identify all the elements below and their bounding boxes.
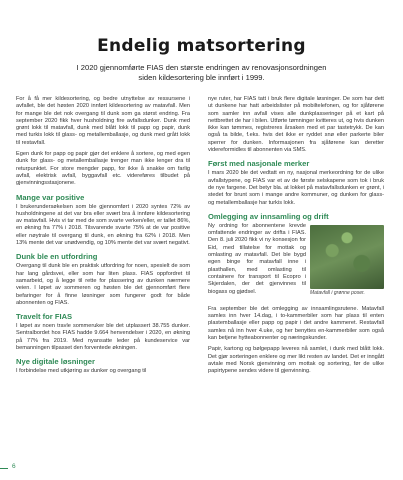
body-paragraph: I mars 2020 ble det vedtatt en ny, nasjonal merkeordning for de ulike avfallstypene, og FIAS var et av de første selskapene som tok i bruk de nye fargene. Det betyr bla. at lokket på matavfallsdunken er grønt, i stedet for brunt som i mange andre kommuner, og dunken for glass- og metallemballasje har turkis lokk. [208,170,384,206]
left-column [16,96,190,380]
green-bags-image [310,225,384,289]
page-title: Endelig matsortering [97,36,306,56]
footer-rule [0,468,8,469]
page-number: 6 [12,463,16,470]
section-heading: Mange var positive [16,192,85,202]
section-heading: Først med nasjonale merker [208,159,310,169]
body-paragraph: I forbindelse med utkjøring av dunker og overgang til [16,368,147,375]
food-waste-photo [310,225,384,303]
section-heading: Dunk ble en utfordring [16,252,98,262]
photo-caption: Matavfall i grønne poser. [310,289,365,296]
body-paragraph: Egen dunk for papp og papir gjør det enklere å sortere, og med egen dunk for glass- og metallemballasje trenger man ikke lenger dra til returpunktet. For store mengder papp, for ikke å snakke om farlig avfall, elektrisk avfall, byggavfall etc. videreføres tilbudet på gjenvinningsstasjonene. [16,151,190,187]
body-paragraph: I brukerundersøkelsen som ble gjennomført i 2020 syntes 72% av husholdningene at det var bra eller svært bra å innføre kildesortering av matavfall. Hvis vi tar med de som svarte verken/eller, er tallet 86%, en økning fra 77% i 2018. Tilsvarende svarte 75% at de var positive eller nøytrale til overgang til dunk, en økning fra 62% i 2018. Men 13% mente det var unødvendig, og 10% mente det var svært negativt. [16,203,190,247]
section-heading: Omlegging av innsamling og drift [208,211,329,221]
section-heading: Nye digitale løsninger [16,357,95,367]
body-paragraph: Fra september ble det omlegging av innsamlingsrutene. Matavfall samles inn hver 14.dag, i to-kammerbiler som har plass til enten plastemballasje eller papp og papir i det andre kammeret. Restavfall samles nå inn hver 4.uke, og her benyttes en-kammerbiler som også kan betjene hytteabonnenter og næringskunder. [208,305,384,342]
body-paragraph: For å få mer kildesortering, og bedre utnyttelse av ressursene i avfallet, ble det høsten 2020 innført kildesortering av matavfall. Men for mange ble det nok overgang til dunk som ga størst endring. Fra september 2020 fikk hver husholdning fire avfallsdunker. Dunk med grønt lokk til matavfall, dunk med blått lokk til papp og papir, dunk med turkis lokk til glass- og metallemballasje, og dunk med grått lokk til restavfall. [16,96,190,146]
section-heading: Travelt for FIAS [16,312,73,322]
body-paragraph: I løpet av noen travle sommeruker ble det utplassert 38.755 dunker. Sentralbordet hos FIAS hadde 9.664 henvendelser i 2020, en økning på 77% fra 2019. Med nyansatte leder på kundeservice var bemanningen tilpasset den forventede økningen. [16,323,190,352]
body-paragraph: Overgang til dunk ble en praktisk utfordring for noen, spesielt de som har lang gårdsvei, eller som har liten plass. FIAS oppfordret til samarbeid, og å legge til rette for plassering av dunken nærmere veien. I løpet av sommeren og høsten ble det gjennomført flere befaringer for å finne løsninger som fungerer godt for både abonnenten og FIAS. [16,263,190,306]
right-column [208,96,384,380]
body-paragraph: nye ruter, har FIAS tatt i bruk flere digitale løsninger. De som har dett ut dunkene har hatt arbeidslister på mobiltelefonen, og for sjåførene som samler inn avfall vises alle dunkplasseringer på et kart på nettbrettet de har i bilen. Utførte tømninger kvitteres ut, og hvis dunken ikke kan tømmes, registreres årsaken med et par tastetrykk. De kan også ta bilde, f.eks. hvis det ikke er ryddet snø eller parkerte biler sperrer for dunken. Informasjonen fra sjåførene kan deretter videreformidles til abonnenten via SMS. [208,96,384,154]
body-paragraph: Papir, kartong og bølgepapp leveres nå samlet, i dunk med blått lokk. Det gjør sorteringen enklere og mer likt resten av landet. Det er inngått avtale med Norsk gjenvinning om mottak og sortering, før de ulike papirtypene sendes videre til gjenvinning. [208,346,384,375]
body-paragraph: Ny ordning for abonnentene krevde omfattende endringer av drifta i FIAS. Den 8. juli 2020 fikk vi ny konsesjon for Eid, med tillatelse for mottak og omlasting av matavfall. Det ble bygd egen binge for matavfall inne i plasthallen, med omlasting til containere for transport til Ecopro i Skjerdalen, der det gjenvinnes til biogass og gjødsel. [208,222,306,295]
lead-paragraph: I 2020 gjennomførte FIAS den største endringen av renovasjonsordningen siden kildesortering ble innført i 1999. [76,63,327,82]
